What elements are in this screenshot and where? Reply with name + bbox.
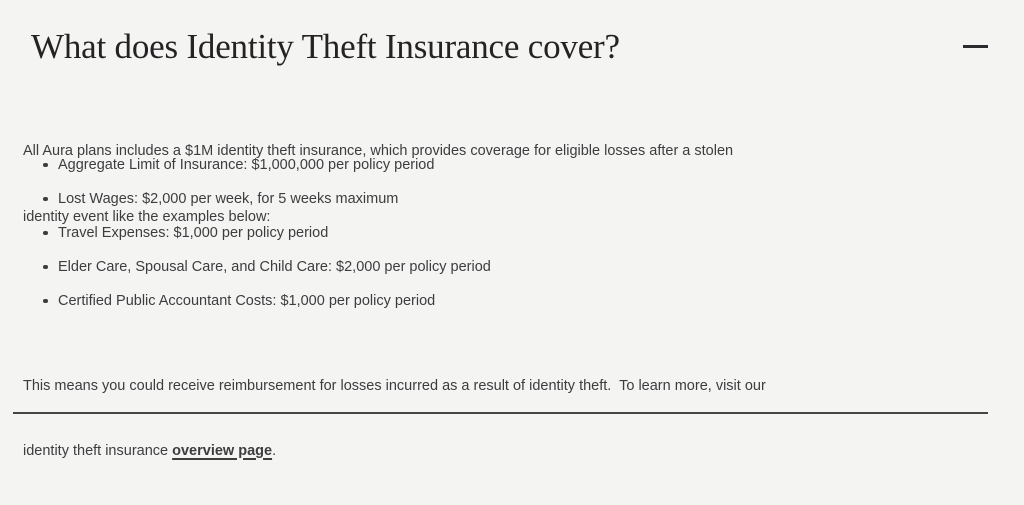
intro-line-2: identity event like the examples below: — [23, 209, 271, 225]
list-item — [43, 256, 491, 278]
list-item-text: Lost Wages: $2,000 per week, for 5 weeks maximum — [58, 191, 399, 207]
overview-page-link[interactable]: overview page — [172, 442, 273, 459]
faq-question: What does Identity Theft Insurance cover? — [31, 27, 620, 66]
outro-line-2 — [23, 441, 766, 463]
coverage-list — [43, 154, 491, 324]
faq-accordion-header[interactable] — [0, 0, 1024, 80]
intro-line-1: All Aura plans includes a $1M identity theft insurance, which provides coverage for eligible losses after a stolen — [23, 143, 734, 159]
outro-line-2-period: . — [272, 442, 277, 459]
section-divider — [13, 412, 988, 414]
bullet-icon — [43, 231, 48, 236]
outro-paragraph — [23, 333, 766, 505]
outro-line-1: This means you could receive reimbursement for losses incurred as a result of identity theft. To learn more, visit our — [23, 378, 766, 394]
list-item — [43, 222, 491, 244]
bullet-icon — [43, 299, 48, 304]
list-item — [43, 188, 491, 210]
list-item-text: Certified Public Accountant Costs: $1,000 per policy period — [58, 293, 436, 309]
bullet-icon — [43, 163, 48, 168]
outro-line-2-text: identity theft insurance — [23, 442, 173, 459]
bullet-icon — [43, 197, 48, 202]
collapse-minus-icon[interactable] — [963, 45, 988, 48]
list-item — [43, 154, 491, 176]
list-item-text: Elder Care, Spousal Care, and Child Care: $2,000 per policy period — [58, 259, 491, 275]
list-item-text: Travel Expenses: $1,000 per policy period — [58, 225, 329, 241]
bullet-icon — [43, 265, 48, 270]
list-item-text: Aggregate Limit of Insurance: $1,000,000 per policy period — [58, 157, 435, 173]
list-item — [43, 290, 491, 312]
